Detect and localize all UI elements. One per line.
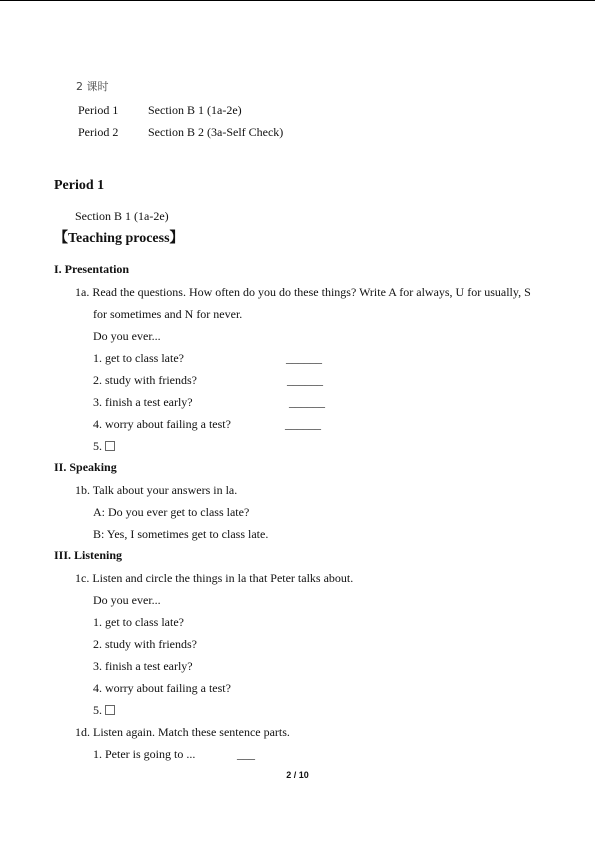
- presentation-item-3: 3. finish a test early?: [93, 395, 193, 409]
- listening-item-1: 1. get to class late?: [93, 615, 184, 629]
- listening-item-5: [93, 703, 115, 717]
- presentation-instruction-line2: for sometimes and N for never.: [93, 307, 243, 321]
- speaking-heading: II. Speaking: [54, 460, 117, 474]
- page-number: 2 / 10: [286, 770, 309, 780]
- dialogue-line-a: A: Do you ever get to class late?: [93, 505, 250, 519]
- period-heading: Period 1: [54, 178, 105, 193]
- listening-prompt: Do you ever...: [93, 593, 161, 607]
- speaking-instruction: 1b. Talk about your answers in la.: [75, 483, 238, 497]
- match-item-1: 1. Peter is going to ...: [93, 747, 196, 761]
- listening-instruction-1d: 1d. Listen again. Match these sentence parts.: [75, 725, 290, 739]
- presentation-item-1: 1. get to class late?: [93, 351, 184, 365]
- dialogue-line-b: B: Yes, I sometimes get to class late.: [93, 527, 269, 541]
- presentation-item-5: [93, 439, 115, 453]
- listening-item-2: 2. study with friends?: [93, 637, 197, 651]
- answer-blank-2: ______: [287, 373, 323, 387]
- teaching-process-heading: 【Teaching process】: [54, 231, 184, 246]
- listening-heading: III. Listening: [54, 548, 123, 562]
- page-top-border: [0, 0, 595, 1]
- listening-item-4: 4. worry about failing a test?: [93, 681, 231, 695]
- presentation-item-4: 4. worry about failing a test?: [93, 417, 231, 431]
- presentation-item-5-label: 5.: [93, 439, 102, 453]
- period-section: Section B 1 (1a-2e): [75, 209, 169, 223]
- presentation-item-2: 2. study with friends?: [93, 373, 197, 387]
- period-1-name: Period 1: [78, 103, 119, 117]
- empty-box-icon: [105, 441, 115, 451]
- lessons-label: 2 课时: [76, 80, 109, 93]
- period-1-section: Section B 1 (1a-2e): [148, 103, 242, 117]
- empty-box-icon: [105, 705, 115, 715]
- presentation-prompt: Do you ever...: [93, 329, 161, 343]
- period-2-section: Section B 2 (3a-Self Check): [148, 125, 284, 139]
- listening-item-3: 3. finish a test early?: [93, 659, 193, 673]
- listening-instruction-1c: 1c. Listen and circle the things in la that Peter talks about.: [75, 571, 354, 585]
- answer-blank-4: ______: [285, 417, 321, 431]
- listening-item-5-label: 5.: [93, 703, 102, 717]
- presentation-heading: I. Presentation: [54, 262, 130, 276]
- answer-blank-1: ______: [286, 351, 322, 365]
- period-2-name: Period 2: [78, 125, 119, 139]
- presentation-instruction-line1: 1a. Read the questions. How often do you do these things? Write A for always, U for usually, S: [75, 285, 531, 299]
- match-blank-1: ___: [237, 747, 255, 761]
- answer-blank-3: ______: [289, 395, 325, 409]
